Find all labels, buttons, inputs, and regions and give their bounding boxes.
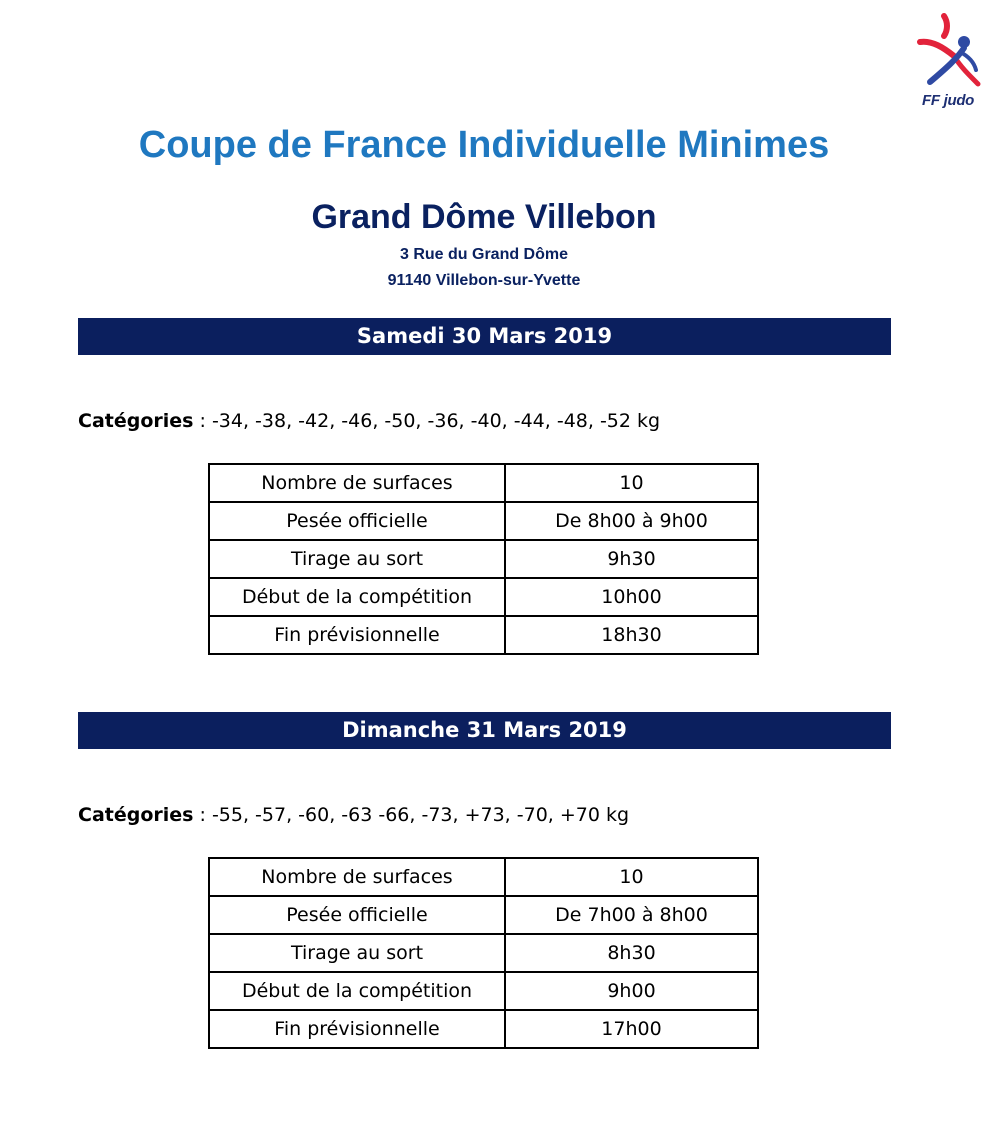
categories-line-saturday bbox=[78, 410, 660, 432]
categories-label: Catégories bbox=[78, 410, 194, 432]
row-value: 9h30 bbox=[505, 540, 758, 578]
table-row bbox=[209, 896, 758, 934]
row-label: Nombre de surfaces bbox=[209, 858, 505, 896]
judoka-figure-icon bbox=[914, 12, 982, 92]
table-row bbox=[209, 578, 758, 616]
row-label: Pesée officielle bbox=[209, 502, 505, 540]
row-value: 10 bbox=[505, 858, 758, 896]
row-value: 8h30 bbox=[505, 934, 758, 972]
address-city: 91140 Villebon-sur-Yvette bbox=[387, 272, 581, 289]
row-label: Début de la compétition bbox=[209, 972, 505, 1010]
table-row bbox=[209, 934, 758, 972]
row-label: Tirage au sort bbox=[209, 540, 505, 578]
row-label: Pesée officielle bbox=[209, 896, 505, 934]
logo-text: FF judo bbox=[922, 92, 975, 109]
row-label: Fin prévisionnelle bbox=[209, 1010, 505, 1048]
row-value: De 8h00 à 9h00 bbox=[505, 502, 758, 540]
table-row bbox=[209, 540, 758, 578]
schedule-table-sunday bbox=[208, 857, 759, 1049]
categories-value: : -34, -38, -42, -46, -50, -36, -40, -44, -48, -52 kg bbox=[193, 410, 661, 432]
categories-line-sunday bbox=[78, 804, 629, 826]
table-row bbox=[209, 1010, 758, 1048]
row-value: 17h00 bbox=[505, 1010, 758, 1048]
page-title: Coupe de France Individuelle Minimes bbox=[138, 124, 830, 166]
row-label: Fin prévisionnelle bbox=[209, 616, 505, 654]
row-label: Tirage au sort bbox=[209, 934, 505, 972]
address-street: 3 Rue du Grand Dôme bbox=[399, 246, 569, 263]
row-label: Début de la compétition bbox=[209, 578, 505, 616]
schedule-table-saturday bbox=[208, 463, 759, 655]
ff-judo-logo bbox=[914, 12, 982, 112]
day-banner-saturday: Samedi 30 Mars 2019 bbox=[78, 318, 891, 355]
day-banner-sunday: Dimanche 31 Mars 2019 bbox=[78, 712, 891, 749]
table-row bbox=[209, 464, 758, 502]
table-row bbox=[209, 858, 758, 896]
row-value: De 7h00 à 8h00 bbox=[505, 896, 758, 934]
categories-label: Catégories bbox=[78, 804, 194, 826]
categories-value: : -55, -57, -60, -63 -66, -73, +73, -70, +70 kg bbox=[193, 804, 630, 826]
row-value: 10 bbox=[505, 464, 758, 502]
table-row bbox=[209, 502, 758, 540]
venue-name: Grand Dôme Villebon bbox=[311, 198, 657, 236]
table-row bbox=[209, 972, 758, 1010]
row-value: 9h00 bbox=[505, 972, 758, 1010]
row-value: 10h00 bbox=[505, 578, 758, 616]
row-label: Nombre de surfaces bbox=[209, 464, 505, 502]
table-row bbox=[209, 616, 758, 654]
row-value: 18h30 bbox=[505, 616, 758, 654]
